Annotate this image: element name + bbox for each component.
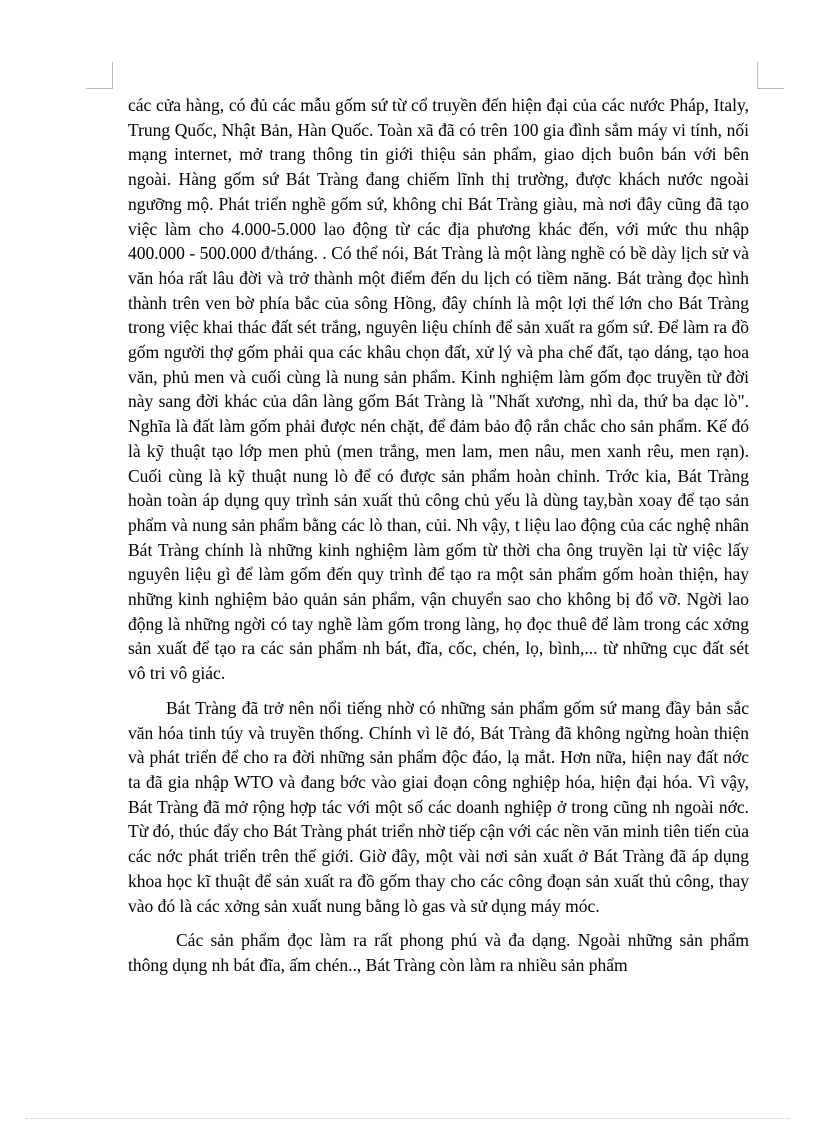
paragraph-2: Bát Tràng đã trở nên nổi tiếng nhờ có những sản phẩm gốm sứ mang đầy bản sắc văn hóa tinh túy và truyền thống. Chính vì lẽ đó, Bát Tràng đã không ngừng hoàn thiện và phát triển để cho ra đời những sản phẩm độc đáo, lạ mắt. Hơn nữa, hiện nay đất nớc ta đã gia nhập WTO và đang bớc vào giai đoạn công nghiệp hóa, hiện đại hóa. Vì vậy, Bát Tràng đã mở rộng hợp tác với một số các doanh nghiệp ở trong cũng nh ngoài nớc. Từ đó, thúc đẩy cho Bát Tràng phát triển nhờ tiếp cận với các nền văn minh tiên tiến của các nớc phát triển trên thế giới. Giờ đây, một vài nơi sản xuất ở Bát Tràng đã áp dụng khoa học kĩ thuật để sản xuất ra đồ gốm thay cho các công đoạn sản xuất thủ công, thay vào đó là các xởng sản xuất nung bằng lò gas và sử dụng máy móc.: [128, 697, 749, 916]
page-corner-mark-top-right: [757, 62, 784, 89]
page-bottom-border: [26, 1118, 790, 1119]
document-body: [128, 93, 749, 978]
paragraph-1: các cửa hàng, có đủ các mẫu gốm sứ từ cổ truyền đến hiện đại của các nước Pháp, Italy, Trung Quốc, Nhật Bản, Hàn Quốc. Toàn xã đã có trên 100 gia đình sắm máy vi tính, nối mạng internet, mở trang thông tin giới thiệu sản phẩm, giao dịch buôn bán với bên ngoài. Hàng gốm sứ Bát Tràng đang chiếm lĩnh thị trường, được khách nước ngoài ngưỡng mộ. Phát triển nghề gốm sứ, không chỉ Bát Tràng giàu, mà nơi đây cũng đã tạo việc làm cho 4.000-5.000 lao động từ các địa phương khác đến, với mức thu nhập 400.000 - 500.000 đ/tháng. . Có thể nói, Bát Tràng là một làng nghề có bề dày lịch sử và văn hóa rất lâu đời và trở thành một điểm đến du lịch có tiềm năng. Bát tràng đọc hình thành trên ven bờ phía bắc của sông Hồng, đây chính là một lợi thế lớn cho Bát Tràng trong việc khai thác đất sét trắng, nguyên liệu chính để sản xuất ra gốm sứ. Để làm ra đồ gốm người thợ gốm phải qua các khâu chọn đất, xử lý và pha chế đất, tạo dáng, tạo hoa văn, phủ men và cuối cùng là nung sản phẩm. Kinh nghiệm làm gốm đọc truyền từ đời này sang đời khác của dân làng gốm Bát Tràng là "Nhất xương, nhì da, thứ ba dạc lò". Nghĩa là đất làm gốm phải được nén chặt, để đảm bảo độ rắn chắc cho sản phẩm. Kế đó là kỹ thuật tạo lớp men phủ (men trắng, men lam, men nâu, men xanh rêu, men rạn). Cuối cùng là kỹ thuật nung lò để có được sản phẩm hoàn chỉnh. Trớc kia, Bát Tràng hoàn toàn áp dụng quy trình sản xuất thủ công chủ yếu là dùng tay,bàn xoay để tạo sản phẩm và nung sản phẩm bằng các lò than, củi. Nh vậy, t liệu lao động của các nghệ nhân Bát Tràng chính là những kinh nghiệm làm gốm từ thời cha ông truyền lại từ việc lấy nguyên liệu gì để làm gốm đến quy trình để tạo ra một sản phẩm gốm hoàn thiện, hay những kinh nghiệm bảo quản sản phẩm, vận chuyển sao cho không bị đổ vỡ. Ngời lao động là những ngời có tay nghề làm gốm trong làng, họ đọc thuê để làm trong các xởng sản xuất để tạo ra các sản phẩm nh bát, đĩa, cốc, chén, lọ, bình,... từ những cục đất sét vô tri vô giác.: [128, 95, 749, 684]
page-corner-mark-top-left: [86, 62, 113, 89]
paragraph-3: Các sản phẩm đọc làm ra rất phong phú và đa dạng. Ngoài những sản phẩm thông dụng nh bát đĩa, ấm chén.., Bát Tràng còn làm ra nhiều sản phẩm: [128, 930, 749, 975]
